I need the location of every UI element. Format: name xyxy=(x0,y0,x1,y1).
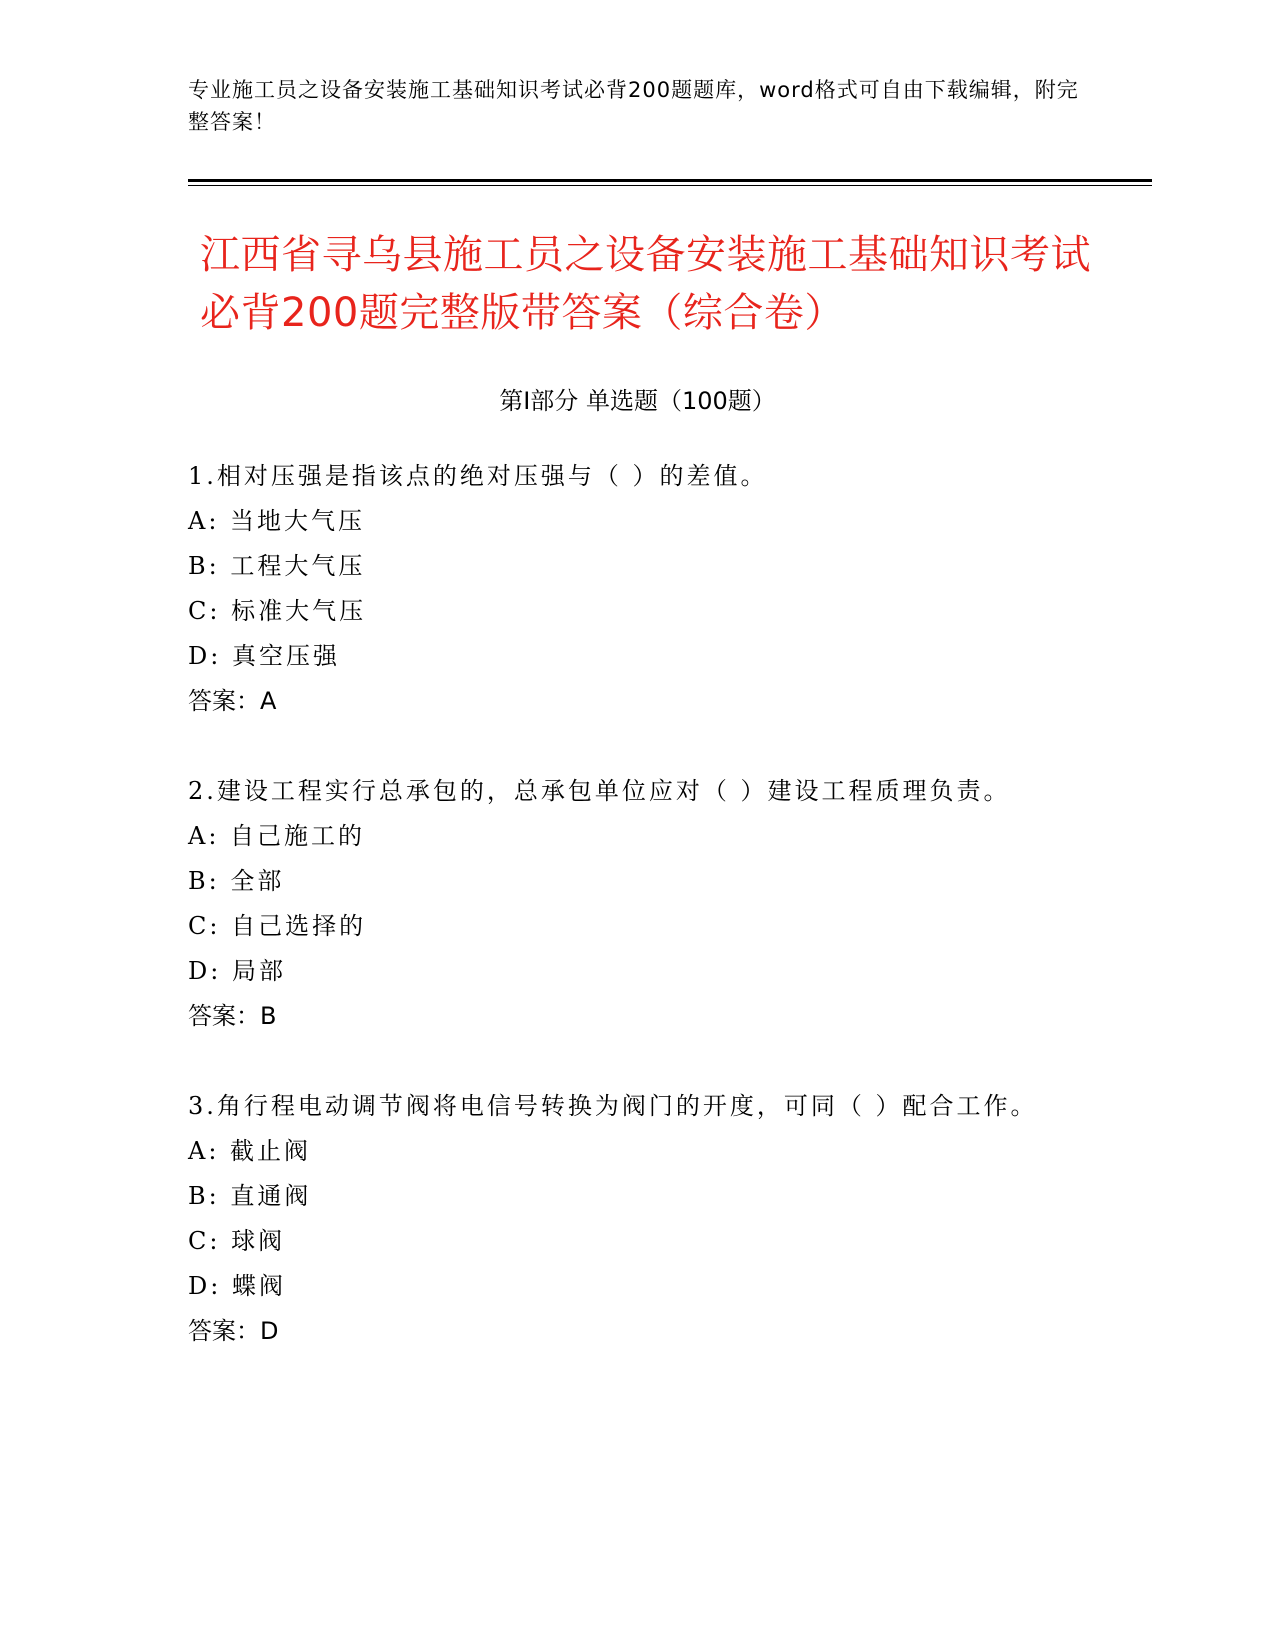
question-1 xyxy=(188,454,1088,724)
question-3 xyxy=(188,1084,1088,1354)
header-rule-thin xyxy=(188,185,1152,186)
answer: 答案：A xyxy=(188,687,277,715)
option-d: D: 真空压强 xyxy=(188,642,340,670)
option-d: D: 局部 xyxy=(188,957,286,985)
header-rule-thick xyxy=(188,179,1152,182)
option-c: C: 球阀 xyxy=(188,1227,286,1255)
option-d: D: 蝶阀 xyxy=(188,1272,286,1300)
document-title: 江西省寻乌县施工员之设备安装施工基础知识考试必背200题完整版带答案（综合卷） xyxy=(200,232,1091,336)
question-2 xyxy=(188,769,1088,1039)
option-c: C: 自己选择的 xyxy=(188,912,367,940)
question-stem: 2.建设工程实行总承包的，总承包单位应对（ ）建设工程质理负责。 xyxy=(188,777,1011,805)
question-stem: 3.角行程电动调节阀将电信号转换为阀门的开度，可同（ ）配合工作。 xyxy=(188,1092,1038,1120)
option-b: B: 全部 xyxy=(188,867,285,895)
option-a: A: 截止阀 xyxy=(188,1137,312,1165)
section-heading: 第Ⅰ部分 单选题（100题） xyxy=(499,387,776,415)
option-c: C: 标准大气压 xyxy=(188,597,367,625)
question-stem: 1.相对压强是指该点的绝对压强与（ ）的差值。 xyxy=(188,462,768,490)
header-note: 专业施工员之设备安装施工基础知识考试必背200题题库，word格式可自由下载编辑，附完整答案！ xyxy=(188,78,1079,134)
answer: 答案：D xyxy=(188,1317,279,1345)
option-b: B: 直通阀 xyxy=(188,1182,312,1210)
option-b: B: 工程大气压 xyxy=(188,552,366,580)
option-a: A: 自己施工的 xyxy=(188,822,366,850)
answer: 答案：B xyxy=(188,1002,277,1030)
option-a: A: 当地大气压 xyxy=(188,507,366,535)
